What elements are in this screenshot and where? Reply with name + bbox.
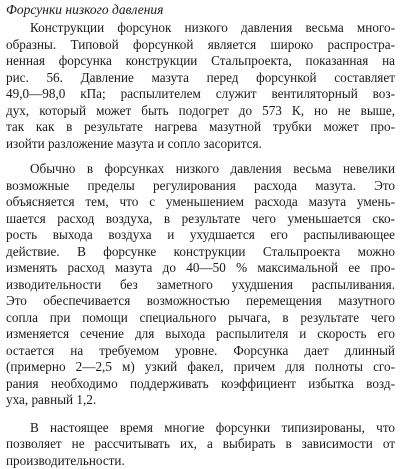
text-line: изойти разложение мазута и сопло засорится.	[6, 136, 395, 153]
text-line: изменяется сечение для выхода распылителя и скорость его	[6, 326, 395, 343]
text-line: Это обеспечивается возможностью перемещения мазутного	[6, 293, 395, 310]
paragraph-3	[6, 420, 395, 469]
text-line: действие. В форсунке конструкции Стальпроекта можно	[6, 244, 395, 261]
text-line: В настоящее время многие форсунки типизированы, что	[6, 420, 395, 437]
text-line: Конструкции форсунок низкого давления весьма много-	[6, 20, 395, 37]
text-line: изводительности без заметного ухудшения распыливания.	[6, 277, 395, 294]
paragraph-2	[6, 161, 395, 409]
text-line: сопла при помощи специального рычага, в результате чего	[6, 310, 395, 327]
text-line: 49,0—98,0 кПа; распылителем служит вентиляторный воз-	[6, 86, 395, 103]
section-heading: Форсунки низкого давления	[6, 2, 395, 18]
text-line: так как в результате нагрева мазутной трубки может про-	[6, 119, 395, 136]
text-line: возможные пределы регулирования расхода мазута. Это	[6, 178, 395, 195]
text-line: рания необходимо поддерживать коэффициент избытка возд-	[6, 376, 395, 393]
text-line: рость выхода воздуха и ухудшается его распыливающее	[6, 227, 395, 244]
text-line: Обычно в форсунках низкого давления весьма невелики	[6, 161, 395, 178]
text-line: объясняется тем, что с уменьшением расхода мазута умень-	[6, 194, 395, 211]
text-line: позволяет не рассчитывать их, а выбирать в зависимости от	[6, 436, 395, 453]
text-line: производительности.	[6, 453, 395, 469]
paragraph-1	[6, 20, 395, 152]
text-line: ненная форсунка конструкции Стальпроекта, показанная на	[6, 53, 395, 70]
text-line: (примерно 2—2,5 м) узкий факел, причем для полноты сго-	[6, 359, 395, 376]
text-line: изменять расход мазута до 40—50 % максимальной ее про-	[6, 260, 395, 277]
text-line: уха, равный 1,2.	[6, 392, 395, 409]
text-line: остается на требуемом уровне. Форсунка дает длинный	[6, 343, 395, 360]
text-line: дух, который может быть подогрет до 573 К, но не выше,	[6, 103, 395, 120]
text-line: рис. 56. Давление мазута перед форсункой составляет	[6, 70, 395, 87]
text-line: шается расход воздуха, в результате чего уменьшается ско-	[6, 211, 395, 228]
text-line: образны. Типовой форсункой является широко распростра-	[6, 37, 395, 54]
